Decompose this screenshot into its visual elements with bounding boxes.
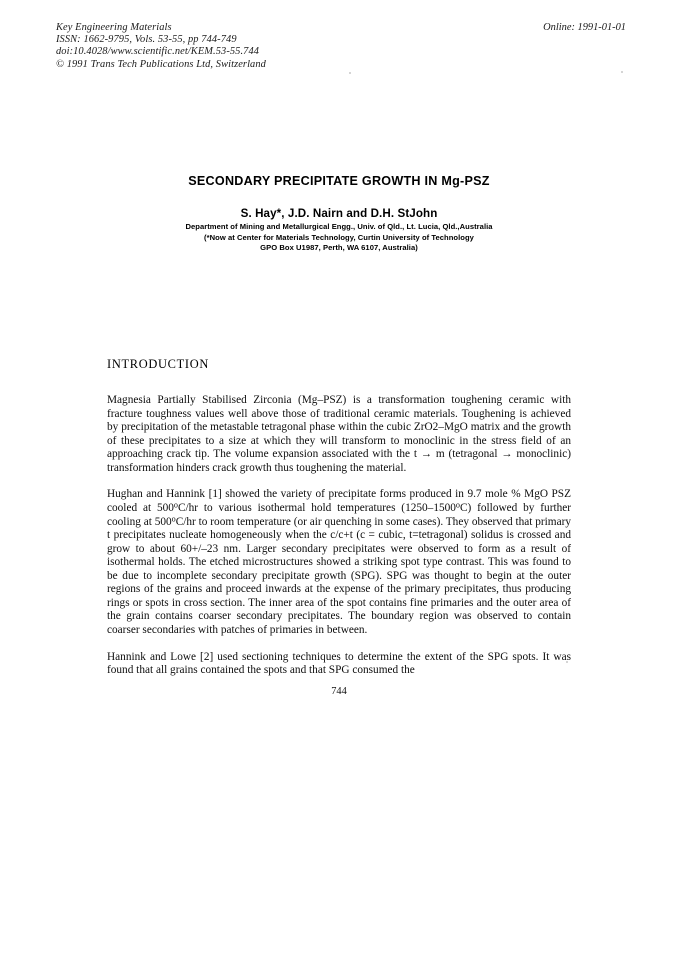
doi-line: doi:10.4028/www.scientific.net/KEM.53-55.744 — [56, 46, 260, 58]
degree-symbol: o — [173, 500, 178, 510]
paragraph-3-text: Hannink and Lowe [2] used sectioning techniques to determine the extent of the SPG spots. It was found that all grains contained the spots and that SPG consumed the — [107, 650, 571, 677]
scan-speck — [621, 71, 623, 73]
publisher-header — [56, 22, 626, 71]
page-title: SECONDARY PRECIPITATE GROWTH IN Mg-PSZ — [188, 174, 490, 188]
affiliation-block — [0, 222, 678, 254]
paragraph-2 — [107, 488, 571, 637]
paragraph-2-segment-b: C/hr to various isothermal hold temperatures (1250–1500 — [177, 502, 456, 515]
section-heading-introduction: INTRODUCTION — [107, 357, 210, 371]
online-date: Online: 1991-01-01 — [543, 22, 626, 33]
body-text-column — [107, 394, 571, 678]
paragraph-1-text: Magnesia Partially Stabilised Zirconia (Mg–PSZ) is a transformation toughening ceramic with fracture toughness values well above those of traditional ceramic materials. Toughening is achieved by precipitation of the metastable tetragonal phase within the cubic ZrO2–MgO matrix and the growth of these precipitates to a size at which they will transform to monoclinic in the stress field of an approaching crack tip. The volume expansion associated with the t → m (tetragonal → monoclinic) transformation hinders crack growth thus toughening the material. — [107, 394, 571, 474]
paragraph-2-segment-d: C/hr to room temperature (or air quenching in some cases). They observed that primary t precipitates nucleate homogeneously when the c/c+t (c = cubic, t=tetragonal) solidus is crossed and grow to about 60+/–23 nm. Larger secondary precipitates were observed to form as a result of isothermal holds. The etched microstructures showed a striking spot type contrast. This was found to be due to incomplete secondary precipitate growth (SPG). SPG was thought to begin at the outer regions of the grains and proceed inwards at the expense of the primary precipitates, thus producing rings or spots in cross section. The inner area of the spot contains fine primaries and the outer area of the grain contains coarser secondary precipitates. The boundary region was observed to contain coarser secondaries with patches of primaries in between. — [107, 515, 571, 636]
affiliation-line-3: GPO Box U1987, Perth, WA 6107, Australia) — [260, 243, 418, 253]
publisher-info-block — [56, 22, 266, 71]
author-list: S. Hay*, J.D. Nairn and D.H. StJohn — [240, 207, 438, 220]
paragraph-2-segment-c: C) followed by further cooling at 500 — [107, 502, 572, 528]
degree-symbol: o — [455, 500, 460, 510]
paragraph-2-segment-a: Hughan and Hannink [1] showed the variety of precipitate forms produced in 9.7 mole % MgO PSZ cooled at 500 — [107, 488, 571, 515]
issn-volume-pages: ISSN: 1662-9795, Vols. 53-55, pp 744-749 — [56, 34, 237, 46]
copyright-line: © 1991 Trans Tech Publications Ltd, Switzerland — [56, 58, 266, 70]
degree-symbol: o — [171, 514, 176, 524]
paragraph-1 — [107, 394, 571, 475]
journal-title: Key Engineering Materials — [56, 22, 172, 33]
paragraph-3 — [107, 651, 571, 678]
affiliation-line-2: (*Now at Center for Materials Technology, Curtin University of Technology — [204, 232, 474, 242]
page-number: 744 — [331, 686, 347, 697]
scan-speck — [349, 72, 351, 74]
affiliation-line-1: Department of Mining and Metallurgical Engg., Univ. of Qld., Lt. Lucia, Qld.,Australia — [185, 222, 493, 231]
